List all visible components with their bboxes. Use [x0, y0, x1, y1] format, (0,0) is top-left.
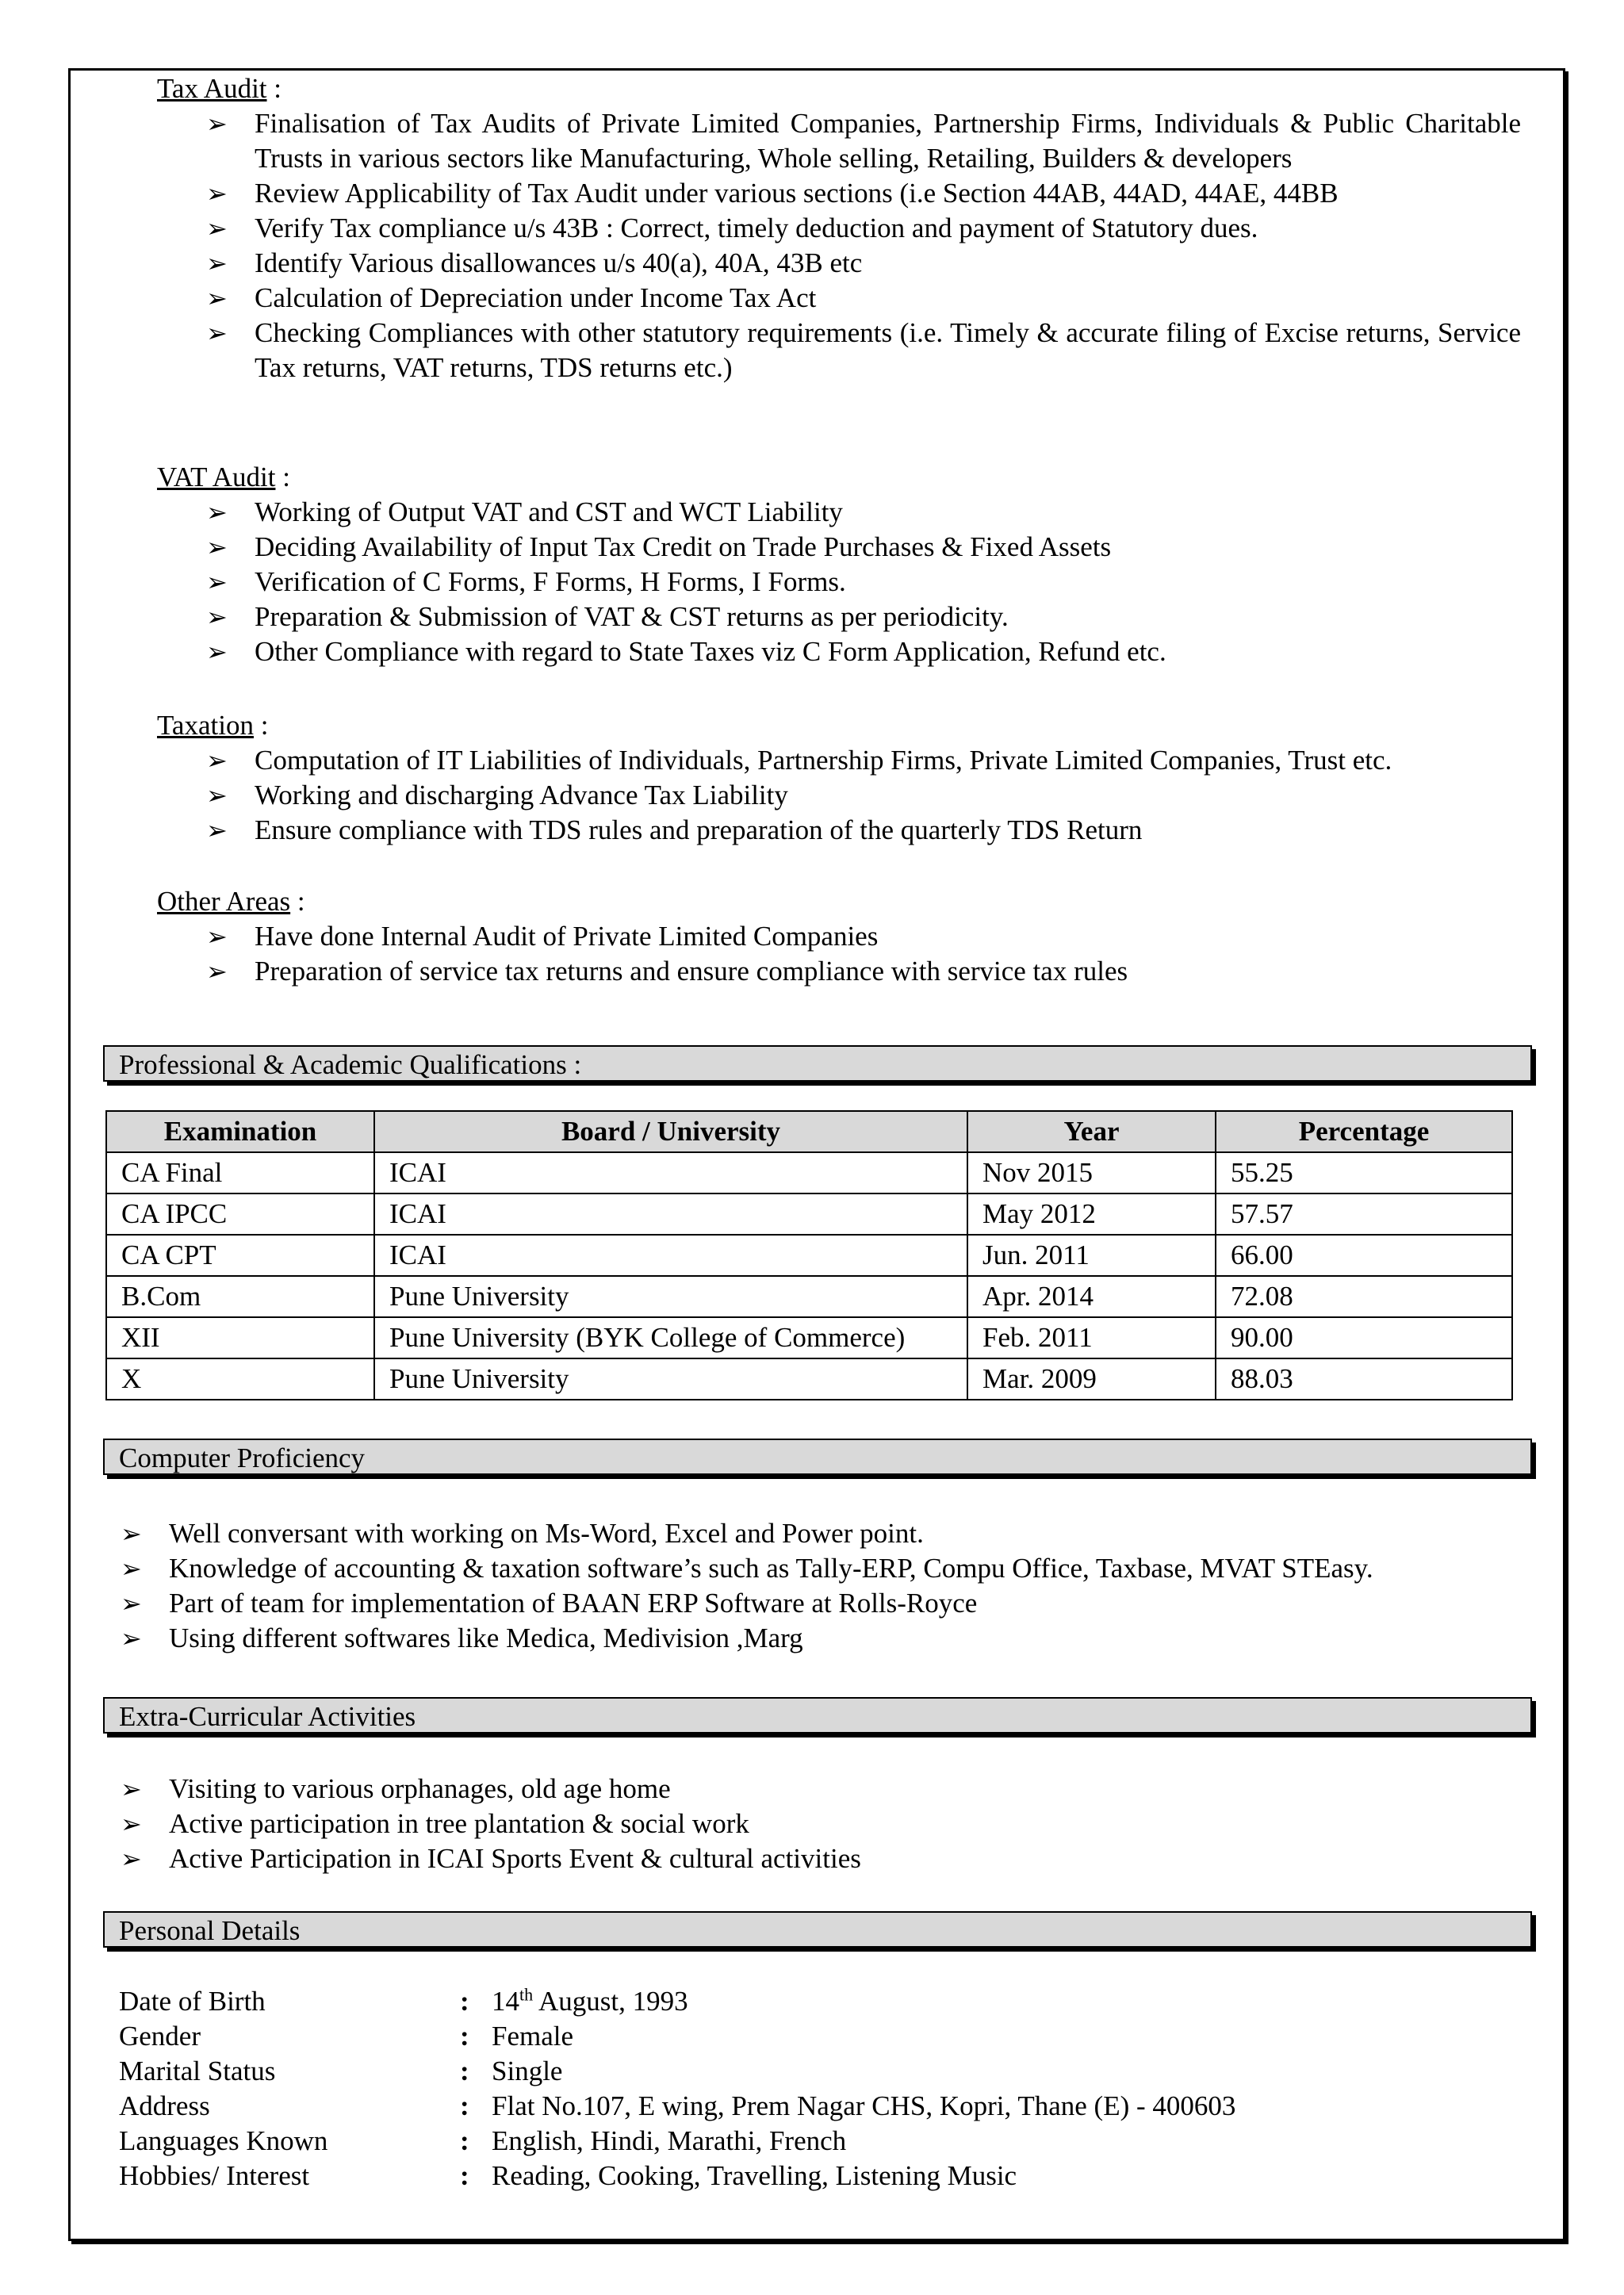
list-item: ➢ Have done Internal Audit of Private Limited Companies	[157, 919, 1521, 954]
arrow-bullet-icon: ➢	[121, 1844, 142, 1874]
arrow-bullet-icon: ➢	[206, 248, 228, 278]
dob-label: Date of Birth	[119, 1986, 266, 2017]
languages-value: English, Hindi, Marathi, French	[492, 2125, 847, 2156]
list-item: ➢ Working and discharging Advance Tax Liability	[157, 778, 1521, 813]
arrow-bullet-icon: ➢	[121, 1623, 142, 1653]
arrow-bullet-icon: ➢	[206, 532, 228, 562]
list-item: ➢ Well conversant with working on Ms-Word, Excel and Power point.	[71, 1516, 1522, 1551]
vat-audit-section: VAT Audit : ➢ Working of Output VAT and CST and WCT Liability ➢ Deciding Availability of Input Tax Credit on Trade Purchases & Fixed Assets ➢ Verification of C Forms, F Forms, H Forms, I Forms. ➢ Preparation & Submission of VAT & CST returns as per periodicity. ➢ Other Compliance with regard to State Taxes viz C Form Application, Refund etc.	[157, 460, 1521, 669]
list-item: ➢ Verification of C Forms, F Forms, H Forms, I Forms.	[157, 565, 1521, 600]
list-item: ➢ Deciding Availability of Input Tax Credit on Trade Purchases & Fixed Assets	[157, 530, 1521, 565]
table-row: CA Final ICAI Nov 2015 55.25	[106, 1152, 1512, 1193]
extra-curricular-section	[71, 1772, 1522, 1876]
arrow-bullet-icon: ➢	[206, 178, 228, 209]
languages-label: Languages Known	[119, 2125, 328, 2156]
other-areas-section: Other Areas : ➢ Have done Internal Audit of Private Limited Companies ➢ Preparation of service tax returns and ensure compliance with service tax rules	[157, 884, 1521, 989]
arrow-bullet-icon: ➢	[206, 921, 228, 952]
vat-audit-list	[157, 495, 1521, 669]
arrow-bullet-icon: ➢	[206, 318, 228, 348]
arrow-bullet-icon: ➢	[121, 1588, 142, 1619]
list-item: ➢ Knowledge of accounting & taxation software’s such as Tally-ERP, Compu Office, Taxbase, MVAT STEasy.	[71, 1551, 1522, 1586]
address-value: Flat No.107, E wing, Prem Nagar CHS, Kopri, Thane (E) - 400603	[492, 2090, 1236, 2121]
arrow-bullet-icon: ➢	[206, 602, 228, 632]
tax-audit-title: Tax Audit	[157, 73, 267, 104]
list-item: ➢ Active Participation in ICAI Sports Event & cultural activities	[71, 1841, 1522, 1876]
table-row: CA CPT ICAI Jun. 2011 66.00	[106, 1235, 1512, 1276]
extra-curricular-list	[71, 1772, 1522, 1876]
gender-label: Gender	[119, 2021, 201, 2052]
arrow-bullet-icon: ➢	[121, 1519, 142, 1549]
hobbies-value: Reading, Cooking, Travelling, Listening Music	[492, 2160, 1017, 2191]
tax-audit-section: Tax Audit : ➢ Finalisation of Tax Audits of Private Limited Companies, Partnership Firms, Individuals & Public Charitable Trusts in various sectors like Manufacturing, Whole selling, Retailing, Builders & developers ➢ Review Applicability of Tax Audit under various sections (i.e Section 44AB, 44AD, 44AE, 44BB ➢ Verify Tax compliance u/s 43B : Correct, timely deduction and payment of Statutory dues. ➢ Identify Various disallowances u/s 40(a), 40A, 43B etc ➢ Calculation of Depreciation under Income Tax Act ➢ Checking Compliances with other statutory requirements (i.e. Timely & accurate filing of Excise returns, Service Tax returns, VAT returns, TDS returns etc.)	[157, 71, 1521, 385]
table-row: XII Pune University (BYK College of Commerce) Feb. 2011 90.00	[106, 1317, 1512, 1358]
arrow-bullet-icon: ➢	[206, 780, 228, 810]
arrow-bullet-icon: ➢	[121, 1554, 142, 1584]
arrow-bullet-icon: ➢	[206, 637, 228, 667]
tax-audit-list	[0, 106, 1521, 385]
arrow-bullet-icon: ➢	[121, 1809, 142, 1839]
dob-value: 14th August, 1993	[492, 1984, 688, 2017]
vat-audit-title: VAT Audit	[157, 462, 276, 492]
column-header: Examination	[106, 1111, 374, 1152]
marital-value: Single	[492, 2056, 563, 2086]
list-item: ➢ Finalisation of Tax Audits of Private Limited Companies, Partnership Firms, Individuals & Public Charitable Trusts in various sectors like Manufacturing, Whole selling, Retailing, Builders & developers	[206, 108, 1521, 174]
address-label: Address	[119, 2090, 210, 2121]
taxation-section: Taxation : ➢ Computation of IT Liabilities of Individuals, Partnership Firms, Private Limited Companies, Trust etc. ➢ Working and discharging Advance Tax Liability ➢ Ensure compliance with TDS rules and preparation of the quarterly TDS Return	[157, 708, 1521, 848]
gender-value: Female	[492, 2021, 574, 2052]
list-item: ➢ Working of Output VAT and CST and WCT Liability	[157, 495, 1521, 530]
list-item: ➢ Other Compliance with regard to State Taxes viz C Form Application, Refund etc.	[157, 634, 1521, 669]
personal-details-heading: Personal Details	[103, 1911, 1532, 1948]
list-item: ➢ Review Applicability of Tax Audit under various sections (i.e Section 44AB, 44AD, 44AE, 44BB	[157, 176, 1521, 211]
list-item: ➢ Active participation in tree plantation & social work	[71, 1806, 1522, 1841]
list-item: ➢ Visiting to various orphanages, old age home	[71, 1772, 1522, 1806]
personal-marital-row: Marital Status : Single	[119, 2054, 562, 2089]
table-header-row	[106, 1111, 1512, 1152]
arrow-bullet-icon: ➢	[206, 956, 228, 987]
taxation-list	[157, 743, 1521, 848]
column-header: Percentage	[1216, 1111, 1512, 1152]
list-item: ➢ Calculation of Depreciation under Income Tax Act	[157, 281, 1521, 316]
personal-languages-row: Languages Known : English, Hindi, Marathi, French	[119, 2124, 846, 2159]
list-item: ➢ Part of team for implementation of BAAN ERP Software at Rolls-Royce	[71, 1586, 1522, 1621]
list-item: ➢ Identify Various disallowances u/s 40(a), 40A, 43B etc	[157, 246, 1521, 281]
computer-proficiency-heading: Computer Proficiency	[103, 1439, 1532, 1475]
column-header: Board / University	[374, 1111, 967, 1152]
list-item: ➢ Ensure compliance with TDS rules and preparation of the quarterly TDS Return	[157, 813, 1521, 848]
list-item: ➢ Preparation & Submission of VAT & CST returns as per periodicity.	[157, 600, 1521, 634]
list-item: ➢ Computation of IT Liabilities of Individuals, Partnership Firms, Private Limited Companies, Trust etc.	[157, 743, 1521, 778]
qualifications-heading: Professional & Academic Qualifications :	[103, 1045, 1532, 1082]
list-item: ➢ Using different softwares like Medica, Medivision ,Marg	[71, 1621, 1522, 1656]
taxation-title: Taxation	[157, 710, 254, 741]
arrow-bullet-icon: ➢	[206, 567, 228, 597]
other-areas-title: Other Areas	[157, 886, 291, 917]
arrow-bullet-icon: ➢	[206, 745, 228, 776]
arrow-bullet-icon: ➢	[206, 497, 228, 527]
arrow-bullet-icon: ➢	[121, 1774, 142, 1804]
hobbies-label: Hobbies/ Interest	[119, 2160, 310, 2191]
column-header: Year	[967, 1111, 1216, 1152]
list-item: ➢ Verify Tax compliance u/s 43B : Correct, timely deduction and payment of Statutory dues.	[157, 211, 1521, 246]
list-item: ➢ Preparation of service tax returns and ensure compliance with service tax rules	[157, 954, 1521, 989]
marital-label: Marital Status	[119, 2056, 276, 2086]
arrow-bullet-icon: ➢	[206, 283, 228, 313]
computer-proficiency-list	[71, 1516, 1522, 1656]
arrow-bullet-icon: ➢	[206, 109, 228, 139]
qualifications-table	[105, 1110, 1513, 1400]
personal-dob-row: Date of Birth : 14th August, 1993	[119, 1984, 688, 2019]
computer-proficiency-section	[71, 1516, 1522, 1656]
arrow-bullet-icon: ➢	[206, 815, 228, 845]
table-row: X Pune University Mar. 2009 88.03	[106, 1358, 1512, 1400]
table-row: B.Com Pune University Apr. 2014 72.08	[106, 1276, 1512, 1317]
list-item: ➢ Checking Compliances with other statutory requirements (i.e. Timely & accurate filing of Excise returns, Service Tax returns, VAT returns, TDS returns etc.)	[206, 317, 1521, 383]
arrow-bullet-icon: ➢	[206, 213, 228, 243]
personal-gender-row: Gender : Female	[119, 2019, 573, 2054]
extra-curricular-heading: Extra-Curricular Activities	[103, 1697, 1532, 1734]
personal-hobbies-row: Hobbies/ Interest : Reading, Cooking, Travelling, Listening Music	[119, 2159, 1017, 2193]
personal-address-row: Address : Flat No.107, E wing, Prem Nagar CHS, Kopri, Thane (E) - 400603	[119, 2089, 1235, 2124]
table-row: CA IPCC ICAI May 2012 57.57	[106, 1193, 1512, 1235]
other-areas-list	[157, 919, 1521, 989]
